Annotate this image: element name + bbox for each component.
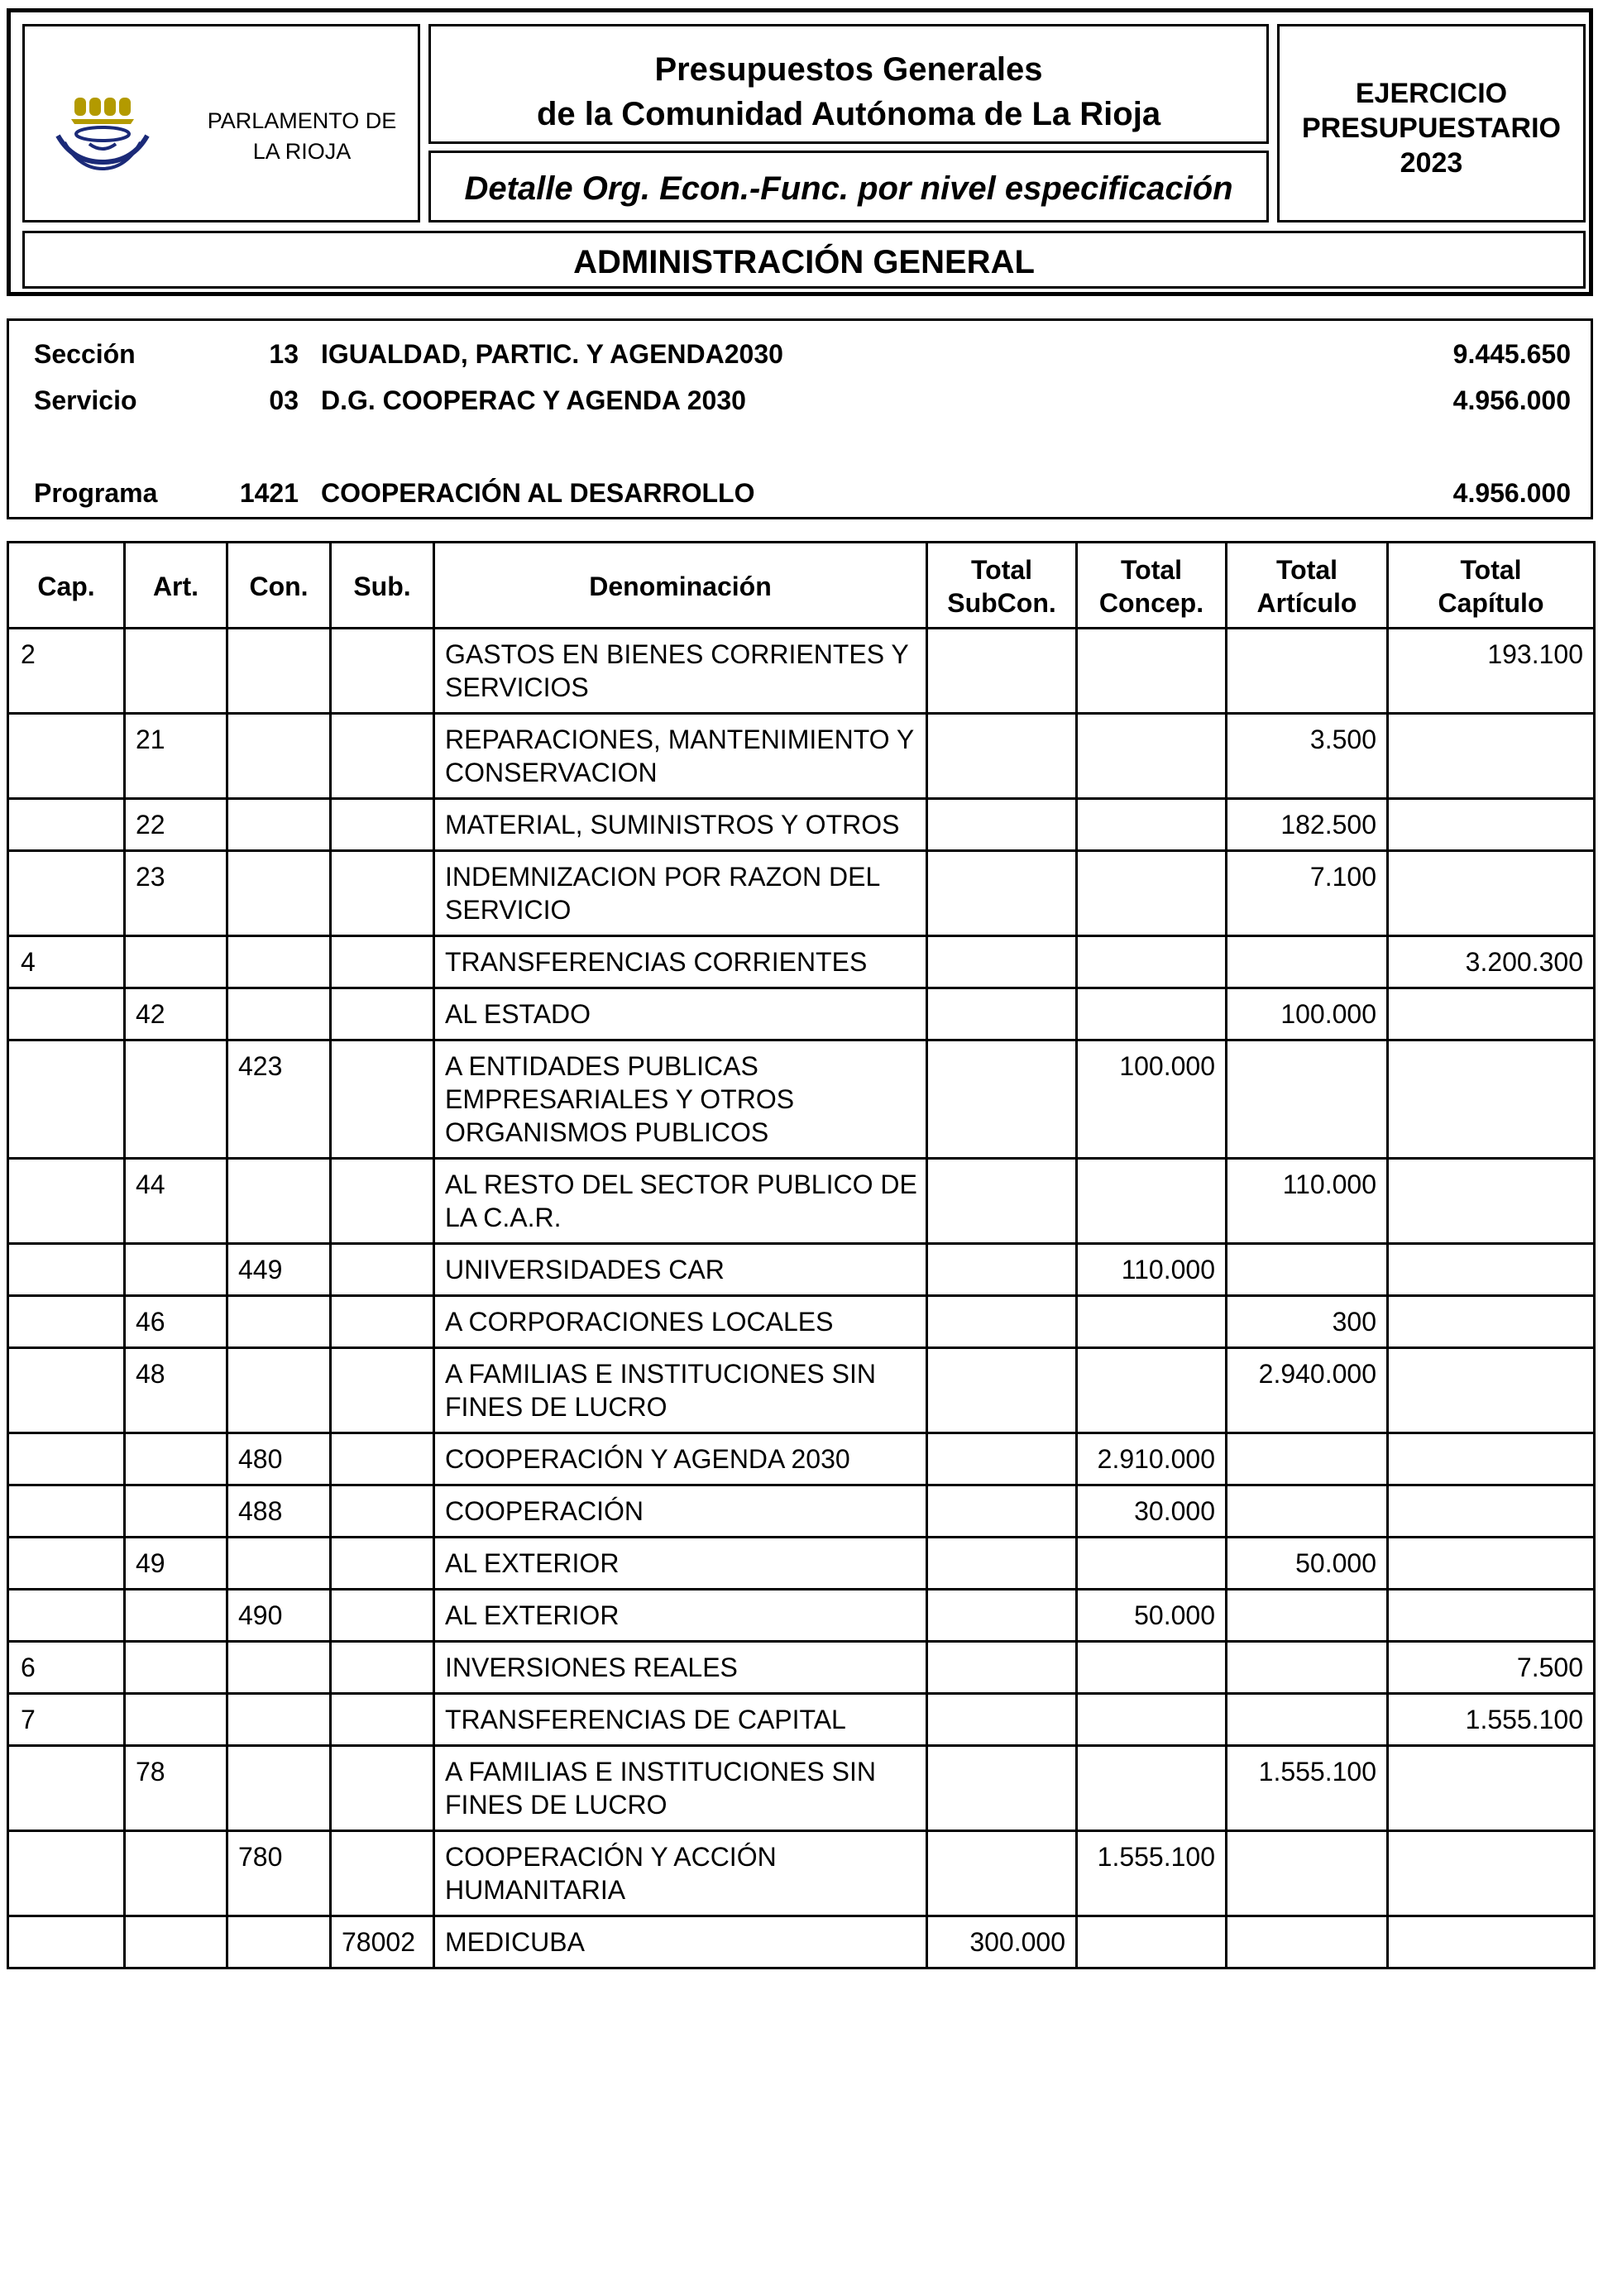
cell-total-concep (1077, 714, 1227, 799)
ejercicio-year: 2023 (1400, 147, 1463, 179)
servicio-code: 03 (269, 385, 299, 415)
cell-total-capitulo: 3.200.300 (1388, 936, 1595, 988)
cell-total-articulo (1227, 1433, 1388, 1485)
document-header (7, 8, 1593, 296)
cell-con: 780 (227, 1831, 331, 1916)
cell-denominacion: GASTOS EN BIENES CORRIENTES Y SERVICIOS (434, 629, 927, 714)
cell-denominacion: A CORPORACIONES LOCALES (434, 1296, 927, 1348)
cell-total-articulo: 110.000 (1227, 1159, 1388, 1244)
title-line-2: de la Comunidad Autónoma de La Rioja (536, 96, 1161, 132)
cell-sub (331, 988, 434, 1040)
cell-total-subcon (927, 1040, 1077, 1159)
cell-denominacion: A FAMILIAS E INSTITUCIONES SIN FINES DE LUCRO (434, 1348, 927, 1433)
ejercicio-line-2: PRESUPUESTARIO (1302, 112, 1561, 144)
cell-con (227, 1746, 331, 1831)
programa-label: Programa (34, 478, 158, 508)
cell-art (125, 1831, 227, 1916)
cell-sub (331, 1642, 434, 1694)
seccion-amount: 9.445.650 (1452, 339, 1571, 369)
cell-total-articulo (1227, 1485, 1388, 1538)
cell-sub (331, 1040, 434, 1159)
table-row (8, 714, 1595, 799)
cell-cap (8, 988, 125, 1040)
cell-total-subcon (927, 1590, 1077, 1642)
cell-art (125, 1590, 227, 1642)
programa-amount: 4.956.000 (1452, 478, 1571, 508)
cell-total-concep: 1.555.100 (1077, 1831, 1227, 1916)
cell-art (125, 1642, 227, 1694)
cell-art (125, 629, 227, 714)
cell-cap: 4 (8, 936, 125, 988)
programa-row (9, 474, 1591, 512)
programa-name: COOPERACIÓN AL DESARROLLO (321, 478, 755, 508)
section-info (7, 318, 1593, 519)
cell-total-capitulo (1388, 1159, 1595, 1244)
cell-total-subcon (927, 629, 1077, 714)
table-row (8, 1348, 1595, 1433)
cell-con (227, 1159, 331, 1244)
table-row (8, 1485, 1595, 1538)
parlamento-name (190, 106, 414, 167)
cell-art: 46 (125, 1296, 227, 1348)
cell-cap: 2 (8, 629, 125, 714)
cell-sub (331, 1694, 434, 1746)
table-row (8, 1642, 1595, 1694)
cell-total-concep: 50.000 (1077, 1590, 1227, 1642)
cell-total-concep: 2.910.000 (1077, 1433, 1227, 1485)
seccion-code: 13 (269, 339, 299, 369)
cell-total-concep (1077, 1746, 1227, 1831)
table-row (8, 988, 1595, 1040)
seccion-label: Sección (34, 339, 136, 369)
cell-total-concep (1077, 799, 1227, 851)
cell-denominacion: MEDICUBA (434, 1916, 927, 1968)
cell-con: 423 (227, 1040, 331, 1159)
cell-cap (8, 799, 125, 851)
cell-sub (331, 1590, 434, 1642)
cell-total-subcon (927, 1694, 1077, 1746)
cell-total-subcon (927, 1348, 1077, 1433)
cell-denominacion: REPARACIONES, MANTENIMIENTO Y CONSERVACION (434, 714, 927, 799)
cell-denominacion: A ENTIDADES PUBLICAS EMPRESARIALES Y OTROS ORGANISMOS PUBLICOS (434, 1040, 927, 1159)
cell-total-concep: 30.000 (1077, 1485, 1227, 1538)
cell-total-articulo (1227, 1244, 1388, 1296)
cell-total-articulo (1227, 936, 1388, 988)
cell-art (125, 1433, 227, 1485)
cell-con (227, 851, 331, 936)
cell-con (227, 936, 331, 988)
cell-total-capitulo (1388, 1433, 1595, 1485)
header-total-articulo-line-1: Total (1275, 554, 1338, 585)
cell-cap (8, 1590, 125, 1642)
cell-sub (331, 936, 434, 988)
subtitle: Detalle Org. Econ.-Func. por nivel especificación (464, 170, 1233, 207)
cell-cap (8, 851, 125, 936)
cell-total-concep: 110.000 (1077, 1244, 1227, 1296)
cell-cap (8, 1433, 125, 1485)
header-total-capitulo-line-2: Capítulo (1438, 587, 1544, 618)
cell-denominacion: TRANSFERENCIAS DE CAPITAL (434, 1694, 927, 1746)
cell-total-articulo: 7.100 (1227, 851, 1388, 936)
cell-con (227, 799, 331, 851)
table-row (8, 1433, 1595, 1485)
cell-total-subcon (927, 988, 1077, 1040)
cell-total-articulo (1227, 1916, 1388, 1968)
cell-total-subcon: 300.000 (927, 1916, 1077, 1968)
seccion-row (9, 335, 1591, 373)
cell-con (227, 988, 331, 1040)
cell-total-capitulo (1388, 851, 1595, 936)
header-sub: Sub. (331, 543, 434, 629)
cell-denominacion: COOPERACIÓN (434, 1485, 927, 1538)
cell-denominacion: A FAMILIAS E INSTITUCIONES SIN FINES DE LUCRO (434, 1746, 927, 1831)
seccion-name: IGUALDAD, PARTIC. Y AGENDA2030 (321, 339, 783, 369)
ejercicio-panel (1277, 24, 1586, 222)
cell-denominacion: TRANSFERENCIAS CORRIENTES (434, 936, 927, 988)
cell-sub (331, 1485, 434, 1538)
cell-denominacion: AL ESTADO (434, 988, 927, 1040)
header-total-subcon (927, 543, 1077, 629)
cell-sub (331, 799, 434, 851)
cell-total-capitulo (1388, 1485, 1595, 1538)
cell-total-capitulo (1388, 1040, 1595, 1159)
table-row (8, 851, 1595, 936)
cell-con: 490 (227, 1590, 331, 1642)
servicio-label: Servicio (34, 385, 137, 415)
cell-total-subcon (927, 851, 1077, 936)
cell-total-articulo: 2.940.000 (1227, 1348, 1388, 1433)
header-total-articulo-line-2: Artículo (1256, 587, 1357, 618)
cell-denominacion: MATERIAL, SUMINISTROS Y OTROS (434, 799, 927, 851)
cell-total-capitulo (1388, 1296, 1595, 1348)
cell-total-articulo: 100.000 (1227, 988, 1388, 1040)
cell-denominacion: AL EXTERIOR (434, 1538, 927, 1590)
cell-denominacion: UNIVERSIDADES CAR (434, 1244, 927, 1296)
cell-total-concep (1077, 1916, 1227, 1968)
cell-total-concep (1077, 851, 1227, 936)
table-row (8, 799, 1595, 851)
cell-art (125, 1694, 227, 1746)
cell-cap (8, 1916, 125, 1968)
table-row (8, 1590, 1595, 1642)
cell-total-subcon (927, 799, 1077, 851)
header-con: Con. (227, 543, 331, 629)
cell-sub (331, 851, 434, 936)
servicio-row (9, 381, 1591, 419)
cell-total-subcon (927, 1746, 1077, 1831)
cell-con (227, 714, 331, 799)
cell-art: 22 (125, 799, 227, 851)
cell-total-articulo: 3.500 (1227, 714, 1388, 799)
cell-total-subcon (927, 1831, 1077, 1916)
cell-total-articulo (1227, 1831, 1388, 1916)
cell-total-articulo (1227, 629, 1388, 714)
cell-total-concep: 100.000 (1077, 1040, 1227, 1159)
table-row (8, 1538, 1595, 1590)
header-total-capitulo-line-1: Total (1460, 554, 1522, 585)
table-row (8, 1296, 1595, 1348)
cell-total-articulo (1227, 1642, 1388, 1694)
cell-total-subcon (927, 1485, 1077, 1538)
cell-art (125, 1244, 227, 1296)
cell-cap (8, 714, 125, 799)
cell-total-capitulo: 7.500 (1388, 1642, 1595, 1694)
table-row (8, 1244, 1595, 1296)
table-row (8, 1831, 1595, 1916)
header-total-subcon-line-2: SubCon. (947, 587, 1056, 618)
cell-art (125, 1485, 227, 1538)
header-total-concep-line-1: Total (1120, 554, 1183, 585)
cell-total-articulo: 1.555.100 (1227, 1746, 1388, 1831)
header-total-articulo (1227, 543, 1388, 629)
cell-con (227, 1642, 331, 1694)
cell-con: 449 (227, 1244, 331, 1296)
header-total-concep (1077, 543, 1227, 629)
cell-cap (8, 1538, 125, 1590)
cell-art: 42 (125, 988, 227, 1040)
cell-art: 23 (125, 851, 227, 936)
budget-table-body (8, 629, 1595, 1968)
logo-panel (22, 24, 420, 222)
subtitle-panel (428, 151, 1269, 222)
servicio-name: D.G. COOPERAC Y AGENDA 2030 (321, 385, 746, 415)
cell-total-concep (1077, 1348, 1227, 1433)
cell-total-capitulo (1388, 1538, 1595, 1590)
admin-title: ADMINISTRACIÓN GENERAL (573, 244, 1035, 280)
cell-denominacion: AL EXTERIOR (434, 1590, 927, 1642)
cell-con (227, 629, 331, 714)
cell-cap (8, 1348, 125, 1433)
cell-total-concep (1077, 629, 1227, 714)
cell-sub (331, 1433, 434, 1485)
ejercicio-line-1: EJERCICIO (1355, 78, 1508, 109)
cell-total-concep (1077, 1296, 1227, 1348)
programa-code: 1421 (239, 478, 299, 508)
cell-total-capitulo (1388, 988, 1595, 1040)
cell-total-concep (1077, 1538, 1227, 1590)
cell-art (125, 1916, 227, 1968)
cell-total-subcon (927, 1538, 1077, 1590)
admin-panel (22, 231, 1586, 289)
header-cap: Cap. (8, 543, 125, 629)
cell-total-concep (1077, 1694, 1227, 1746)
cell-total-subcon (927, 1244, 1077, 1296)
cell-total-concep (1077, 988, 1227, 1040)
cell-total-capitulo (1388, 799, 1595, 851)
cell-cap (8, 1244, 125, 1296)
cell-total-subcon (927, 1159, 1077, 1244)
budget-table (7, 541, 1596, 1969)
cell-total-subcon (927, 1433, 1077, 1485)
cell-art: 44 (125, 1159, 227, 1244)
cell-con (227, 1916, 331, 1968)
cell-art: 21 (125, 714, 227, 799)
cell-total-concep (1077, 1159, 1227, 1244)
cell-sub (331, 1296, 434, 1348)
parlamento-logo (40, 86, 164, 177)
cell-con (227, 1348, 331, 1433)
cell-cap: 6 (8, 1642, 125, 1694)
cell-cap (8, 1159, 125, 1244)
header-total-capitulo (1388, 543, 1595, 629)
cell-total-subcon (927, 714, 1077, 799)
header-denominacion: Denominación (434, 543, 927, 629)
cell-total-capitulo (1388, 1916, 1595, 1968)
cell-total-subcon (927, 1642, 1077, 1694)
header-total-concep-line-2: Concep. (1098, 587, 1204, 618)
cell-sub (331, 1746, 434, 1831)
cell-denominacion: COOPERACIÓN Y AGENDA 2030 (434, 1433, 927, 1485)
title-panel (428, 24, 1269, 144)
cell-art: 49 (125, 1538, 227, 1590)
table-row (8, 1916, 1595, 1968)
cell-total-subcon (927, 1296, 1077, 1348)
table-header-row (8, 543, 1595, 629)
cell-sub (331, 1831, 434, 1916)
cell-total-articulo: 182.500 (1227, 799, 1388, 851)
cell-con (227, 1694, 331, 1746)
cell-total-capitulo (1388, 1348, 1595, 1433)
cell-total-capitulo: 1.555.100 (1388, 1694, 1595, 1746)
table-row (8, 1746, 1595, 1831)
logo-text-line-2: LA RIOJA (252, 139, 352, 164)
cell-cap (8, 1296, 125, 1348)
cell-sub (331, 1244, 434, 1296)
cell-total-subcon (927, 936, 1077, 988)
cell-total-articulo: 300 (1227, 1296, 1388, 1348)
cell-total-capitulo (1388, 1746, 1595, 1831)
cell-con (227, 1538, 331, 1590)
cell-total-articulo (1227, 1694, 1388, 1746)
cell-total-articulo (1227, 1590, 1388, 1642)
cell-total-concep (1077, 1642, 1227, 1694)
cell-art (125, 936, 227, 988)
cell-total-capitulo (1388, 1244, 1595, 1296)
table-row (8, 1040, 1595, 1159)
cell-total-capitulo (1388, 1590, 1595, 1642)
cell-denominacion: COOPERACIÓN Y ACCIÓN HUMANITARIA (434, 1831, 927, 1916)
cell-total-articulo: 50.000 (1227, 1538, 1388, 1590)
cell-total-capitulo (1388, 714, 1595, 799)
cell-denominacion: INDEMNIZACION POR RAZON DEL SERVICIO (434, 851, 927, 936)
cell-total-concep (1077, 936, 1227, 988)
title-line-1: Presupuestos Generales (654, 51, 1043, 88)
table-row (8, 629, 1595, 714)
cell-total-capitulo (1388, 1831, 1595, 1916)
cell-sub: 78002 (331, 1916, 434, 1968)
cell-art (125, 1040, 227, 1159)
cell-art: 78 (125, 1746, 227, 1831)
cell-cap: 7 (8, 1694, 125, 1746)
cell-con: 480 (227, 1433, 331, 1485)
cell-cap (8, 1746, 125, 1831)
table-row (8, 1159, 1595, 1244)
cell-total-capitulo: 193.100 (1388, 629, 1595, 714)
cell-cap (8, 1040, 125, 1159)
cell-con: 488 (227, 1485, 331, 1538)
cell-denominacion: INVERSIONES REALES (434, 1642, 927, 1694)
cell-total-articulo (1227, 1040, 1388, 1159)
cell-art: 48 (125, 1348, 227, 1433)
header-art: Art. (125, 543, 227, 629)
cell-cap (8, 1831, 125, 1916)
table-row (8, 936, 1595, 988)
cell-denominacion: AL RESTO DEL SECTOR PUBLICO DE LA C.A.R. (434, 1159, 927, 1244)
cell-cap (8, 1485, 125, 1538)
table-row (8, 1694, 1595, 1746)
cell-sub (331, 1159, 434, 1244)
servicio-amount: 4.956.000 (1452, 385, 1571, 415)
cell-sub (331, 1348, 434, 1433)
logo-text-line-1: PARLAMENTO DE (207, 108, 397, 133)
cell-sub (331, 714, 434, 799)
header-total-subcon-line-1: Total (970, 554, 1033, 585)
cell-con (227, 1296, 331, 1348)
cell-sub (331, 629, 434, 714)
cell-sub (331, 1538, 434, 1590)
